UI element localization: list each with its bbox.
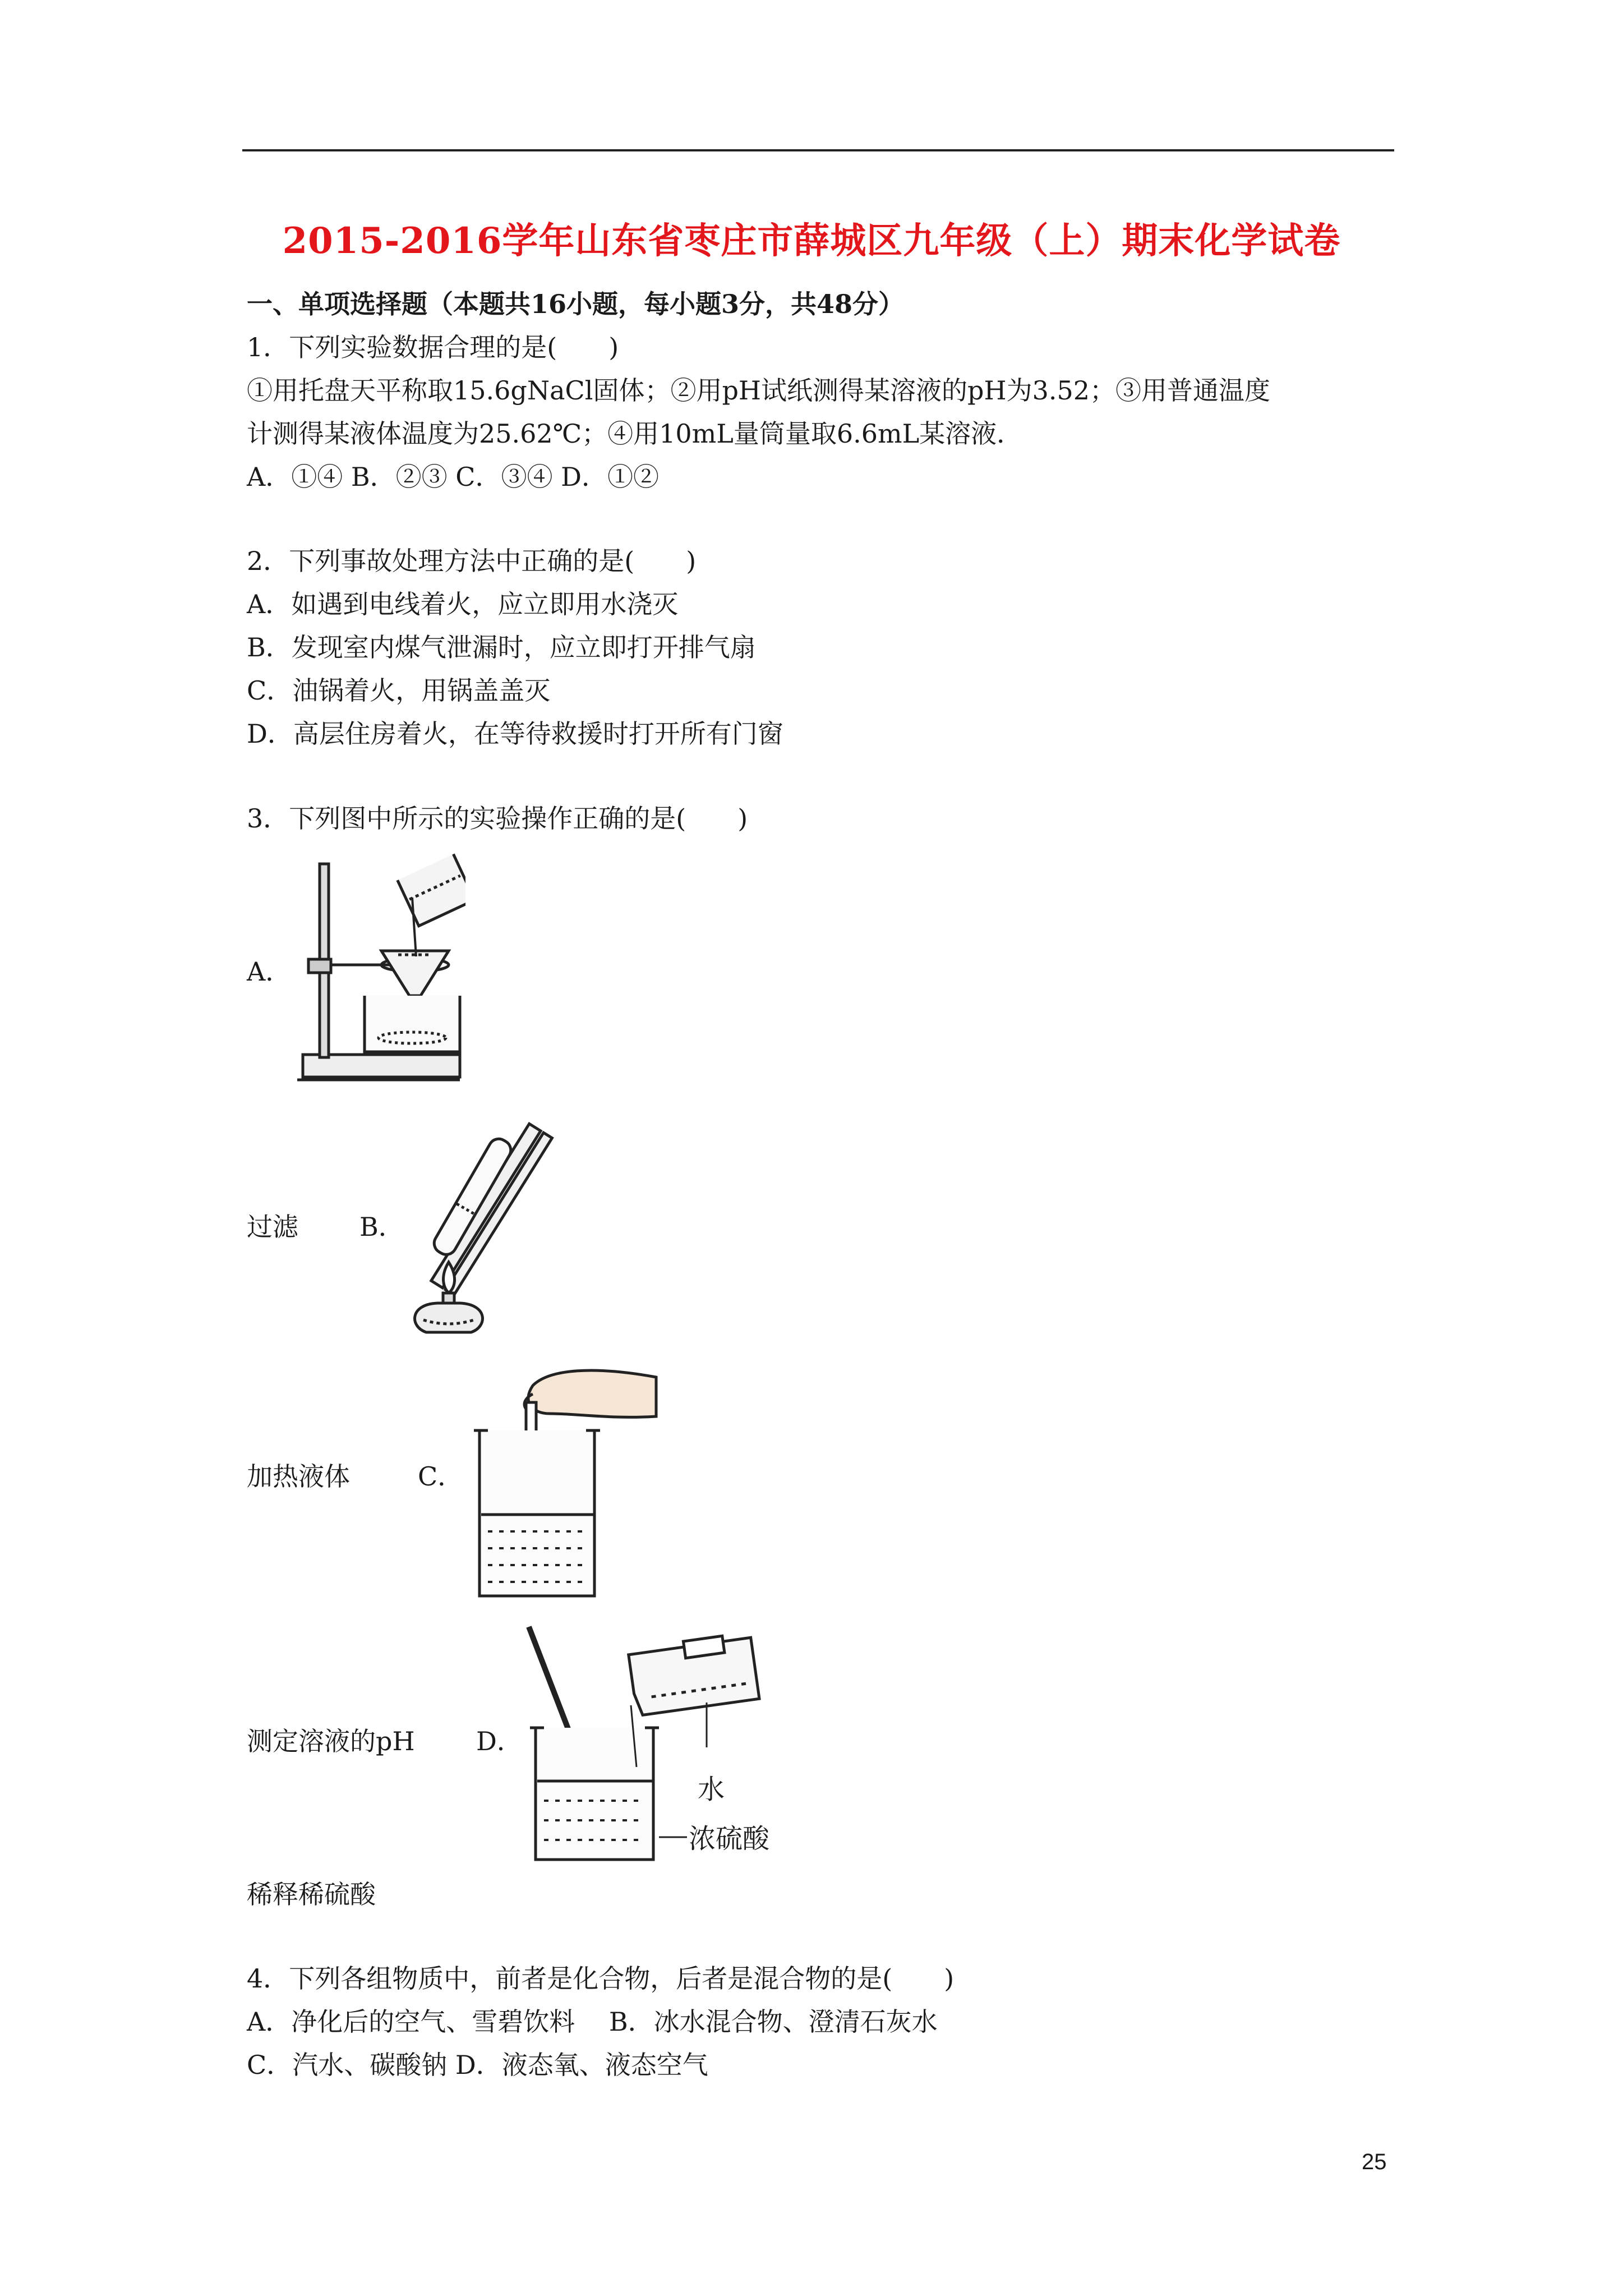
q1-text-line1: ①用托盘天平称取15.6gNaCl固体；②用pH试纸测得某溶液的pH为3.52；③用普通温度 [247, 375, 1270, 406]
water-label: 水 [698, 1774, 725, 1805]
section-heading: 一、单项选择题（本题共16小题，每小题3分，共48分） [247, 289, 905, 319]
q1-text-line2: 计测得某液体温度为25.62℃；④用10mL量筒量取6.6mL某溶液． [247, 418, 1023, 449]
q3-option-b-caption: 加热液体 [247, 1461, 350, 1492]
q1-options: A．①④ B．②③ C．③④ D．①② [247, 462, 659, 492]
q3-option-c-caption: 测定溶液的pH [247, 1726, 415, 1756]
q2-option-a: A．如遇到电线着火，应立即用水浇灭 [247, 589, 679, 619]
page-number: 25 [1362, 2150, 1387, 2174]
heating-liquid-figure [393, 1108, 583, 1343]
q3-option-d-caption: 稀释稀硫酸 [247, 1879, 376, 1910]
concentrated-acid-label: 浓硫酸 [689, 1823, 770, 1855]
q2-option-b: B．发现室内煤气泄漏时，应立即打开排气扇 [247, 632, 756, 662]
ph-test-figure [465, 1363, 667, 1604]
header-rule [242, 149, 1394, 151]
q3-option-b-letter: B． [359, 1212, 404, 1242]
filtration-figure [286, 853, 465, 1088]
q4-options-cd: C．汽水、碳酸钠 D．液态氧、液态空气 [247, 2050, 708, 2080]
page-title: 2015-2016学年山东省枣庄市薛城区九年级（上）期末化学试卷 [282, 220, 1341, 262]
q3-stem: 3．下列图中所示的实验操作正确的是( ) [247, 803, 748, 834]
q1-stem: 1．下列实验数据合理的是( ) [247, 332, 619, 362]
q3-option-a-caption: 过滤 [247, 1212, 298, 1242]
q4-stem: 4．下列各组物质中，前者是化合物，后者是混合物的是( ) [247, 1963, 955, 1994]
q3-option-a-letter: A． [247, 956, 292, 987]
q2-option-d: D．高层住房着火，在等待救援时打开所有门窗 [247, 719, 783, 749]
q3-option-c-letter: C． [418, 1461, 464, 1492]
q2-option-c: C．油锅着火，用锅盖盖灭 [247, 675, 551, 706]
q3-option-d-letter: D． [476, 1726, 523, 1756]
q2-stem: 2．下列事故处理方法中正确的是( ) [247, 546, 697, 576]
q4-options-ab: A．净化后的空气、雪碧饮料 B．冰水混合物、澄清石灰水 [247, 2007, 938, 2037]
